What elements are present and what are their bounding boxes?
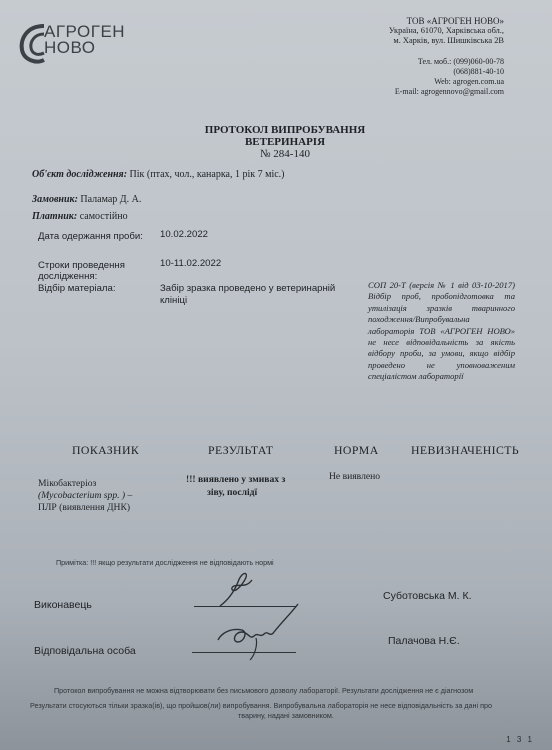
date-received-label: Дата одержання проби:	[38, 231, 143, 242]
company-web: Web: agrogen.com.ua	[434, 77, 504, 86]
payer-label: Платник:	[32, 211, 78, 222]
header-indicator: ПОКАЗНИК	[72, 443, 140, 457]
responsible-signature-icon	[212, 602, 308, 662]
test-period-label-2: дослідження:	[38, 271, 98, 282]
executor-name: Суботовська М. К.	[383, 590, 472, 602]
customer-value: Паламар Д. А.	[80, 194, 142, 205]
company-address-1: Україна, 61070, Харківська обл.,	[388, 26, 504, 35]
result-line-2: зіву, послідї	[207, 487, 258, 498]
test-period-label-1: Строки проведення	[38, 260, 125, 271]
company-phone-2: (068)881-40-10	[453, 67, 504, 76]
responsible-label: Відповідальна особа	[34, 645, 136, 657]
object-label: Об'єкт дослідження:	[32, 169, 128, 180]
header-uncertainty: НЕВИЗНАЧЕНІСТЬ	[411, 443, 520, 457]
logo-line-2: НОВО	[44, 38, 96, 57]
header-result: РЕЗУЛЬТАТ	[208, 443, 274, 457]
indicator-species: (Mycobacterium spp. ) –	[38, 490, 133, 501]
object-field	[32, 169, 285, 181]
result-line-1: !!! виявлено у змивах з	[186, 474, 286, 485]
test-period-value: 10-11.02.2022	[160, 258, 222, 269]
footer-line-2: Результати стосуються тільки зразка(ів), що пройшов(ли) випробування. Випробувальна лабораторія не несе відповідальність за дані про	[30, 701, 492, 710]
footer-line-3: тварину, надані замовником.	[238, 711, 334, 720]
company-phone-mobile: Тел. моб.: (099)060-00-78	[417, 57, 504, 66]
customer-field	[32, 194, 141, 206]
protocol-title	[150, 124, 420, 160]
norm-value: Не виявлено	[329, 471, 381, 482]
company-name: ТОВ «АГРОГЕН НОВО»	[406, 16, 504, 26]
indicator-method: ПЛР (виявлення ДНК)	[38, 502, 131, 513]
sampling-value-1: Забір зразка проведено у ветеринарній	[160, 283, 336, 294]
logo-wordmark	[44, 24, 125, 56]
title-line-1: ПРОТОКОЛ ВИПРОБУВАННЯ	[204, 124, 366, 136]
logo-line-1: АГРОГЕН	[44, 22, 126, 41]
payer-value: самостійно	[79, 211, 128, 222]
footer-line-1: Протокол випробування не можна відтворювати без письмового дозволу лабораторії. Результати дослідження не є діагнозом	[54, 686, 474, 695]
sop-note: СОП 20-Т (версія № 1 від 03-10-2017) Відбір проб, пробопідготовка та утилізація зразків тваринного походження/Випробувальна лабораторія ТОВ «АГРОГЕН НОВО» не несе відповідальність за якість відбору проби, за умови, якщо відбір проведено не уповноваженим спеціалістом лабораторії	[368, 280, 515, 382]
sampling-label: Відбір матеріала:	[38, 283, 116, 294]
customer-label: Замовник:	[32, 194, 78, 205]
company-email: E-mail: agrogennovo@gmail.com	[394, 87, 504, 96]
protocol-number: № 284-140	[260, 148, 310, 160]
remark-note: Примітка: !!! якщо результати дослідження не відповідають нормі	[56, 558, 274, 567]
company-contacts	[284, 57, 504, 97]
object-value: Пік (птах, чол., канарка, 1 рік 7 міс.)	[129, 169, 285, 180]
company-address-2: м. Харків, вул. Шишківська 2В	[393, 36, 504, 45]
responsible-name: Палачова Н.Є.	[388, 635, 460, 647]
page-number: 1 3 1	[506, 735, 534, 744]
company-info	[284, 16, 504, 46]
payer-field	[32, 211, 128, 223]
executor-label: Виконавець	[34, 599, 92, 611]
header-norm: НОРМА	[334, 443, 379, 457]
indicator-name: Мікобактеріоз	[38, 478, 97, 489]
date-received-value: 10.02.2022	[160, 229, 209, 240]
title-line-2: ВЕТЕРИНАРІЯ	[244, 136, 326, 148]
sampling-value-2: клініці	[160, 295, 188, 306]
